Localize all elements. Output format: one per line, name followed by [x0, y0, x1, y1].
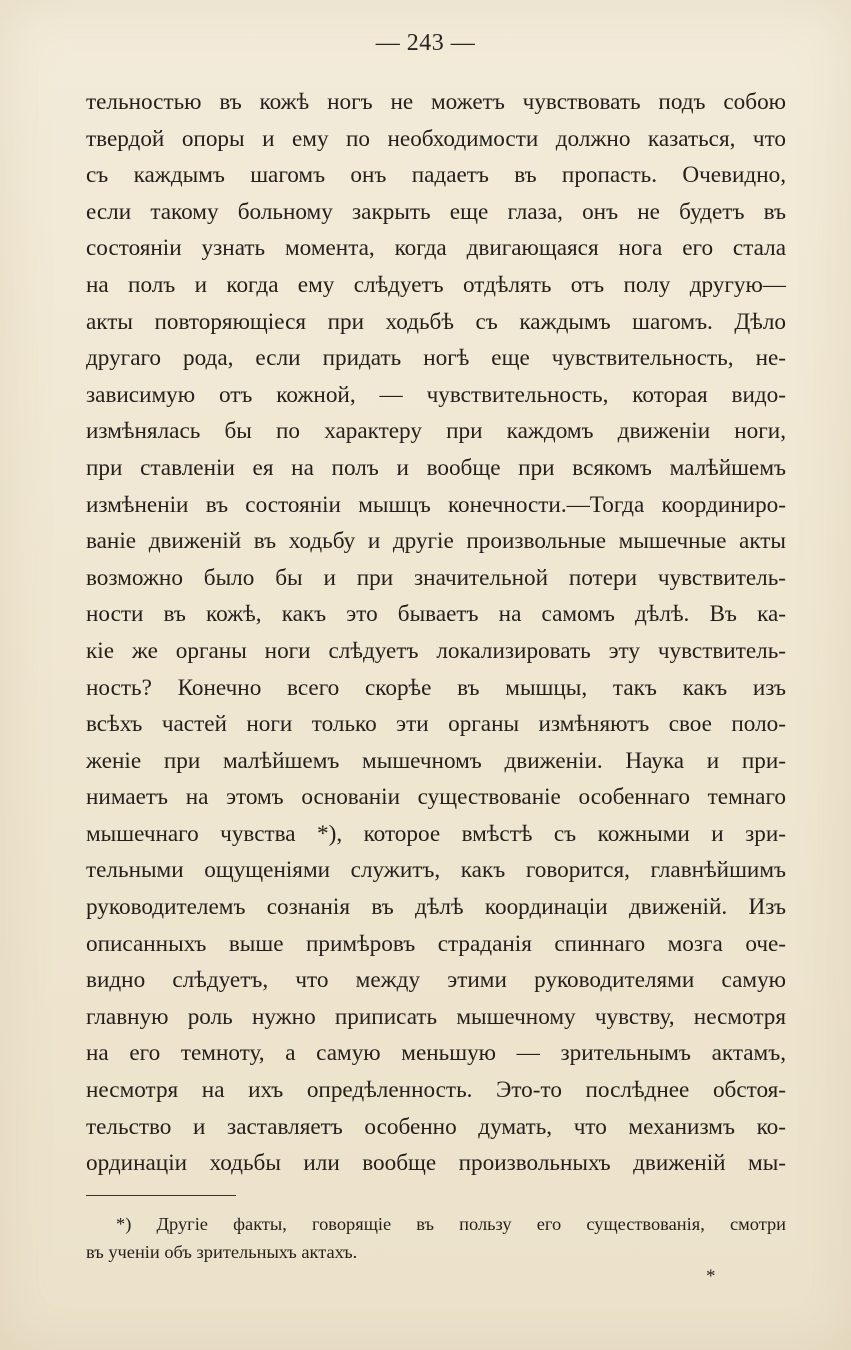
text-line: ности въ кожѣ, какъ это бываетъ на самомъ дѣлѣ. Въ ка-	[86, 601, 786, 628]
text-line: зависимую отъ кожной, — чувствительность, которая видо-	[86, 381, 786, 408]
text-line: ординацiи ходьбы или вообще произвольныхъ движенiй мы-	[86, 1150, 786, 1177]
text-line: съ каждымъ шагомъ онъ падаетъ въ пропасть. Очевидно,	[86, 162, 786, 189]
text-line: акты повторяющiеся при ходьбѣ съ каждымъ шагомъ. Дѣло	[86, 308, 786, 335]
text-line: если такому больному закрыть еще глаза, онъ не будетъ въ	[86, 198, 786, 225]
text-line: главную роль нужно приписать мышечному чувству, несмотря	[86, 1003, 786, 1030]
text-line: измѣнялась бы по характеру при каждомъ движенiи ноги,	[86, 418, 786, 445]
text-line: несмотря на ихъ опредѣленность. Это-то послѣднее обстоя-	[86, 1077, 786, 1104]
text-line: состоянiи узнать момента, когда двигающаяся нога его стала	[86, 235, 786, 262]
text-line: нимаетъ на этомъ основанiи существованiе особеннаго темнаго	[86, 784, 786, 811]
text-line: всѣхъ частей ноги только эти органы измѣняютъ свое поло-	[86, 711, 786, 738]
text-line: ванiе движенiй въ ходьбу и другiе произвольные мышечные акты	[86, 528, 786, 555]
text-line: на полъ и когда ему слѣдуетъ отдѣлять отъ полу другую—	[86, 271, 786, 298]
text-line: на его темноту, а самую меньшую — зрительнымъ актамъ,	[86, 1040, 786, 1067]
text-line: другаго рода, если придать ногѣ еще чувствительность, не-	[86, 345, 786, 372]
signature-mark: *	[706, 1266, 716, 1287]
text-line: измѣненiи въ состоянiи мышцъ конечности.—Тогда координиро-	[86, 491, 786, 518]
text-line: тельностью въ кожѣ ногъ не можетъ чувствовать подъ собою	[86, 89, 786, 115]
text-line: видно слѣдуетъ, что между этими руководителями самую	[86, 967, 786, 994]
footnote-line: въ ученiи объ зрительныхъ актахъ.	[86, 1242, 358, 1262]
text-line: тельными ощущенiями служитъ, какъ говорится, главнѣйшимъ	[86, 857, 786, 884]
page-number: — 243 —	[375, 30, 476, 56]
text-line: ность? Конечно всего скорѣе въ мышцы, такъ какъ изъ	[86, 674, 786, 701]
text-line: при ставленiи ея на полъ и вообще при всякомъ малѣйшемъ	[86, 454, 786, 481]
text-line: руководителемъ сознанiя въ дѣлѣ координацiи движенiй. Изъ	[86, 894, 786, 921]
text-line: описанныхъ выше примѣровъ страданiя спиннаго мозга оче-	[86, 930, 786, 957]
text-line: твердой опоры и ему по необходимости должно казаться, что	[86, 125, 786, 152]
text-line: женiе при малѣйшемъ мышечномъ движенiи. Наука и при-	[86, 747, 786, 774]
text-line: кiе же органы ноги слѣдуетъ локализировать эту чувствитель-	[86, 637, 786, 664]
text-line: возможно было бы и при значительной потери чувствитель-	[86, 564, 786, 591]
footnote-line: *) Другiе факты, говорящiе въ пользу его существованiя, смотри	[116, 1214, 786, 1234]
text-line: мышечнаго чувства *), которое вмѣстѣ съ кожными и зри-	[86, 820, 786, 847]
footnote	[86, 1210, 786, 1266]
text-line: тельство и заставляетъ особенно думать, что механизмъ ко-	[86, 1113, 786, 1140]
body-text	[86, 84, 786, 1182]
footnote-divider	[86, 1195, 236, 1196]
